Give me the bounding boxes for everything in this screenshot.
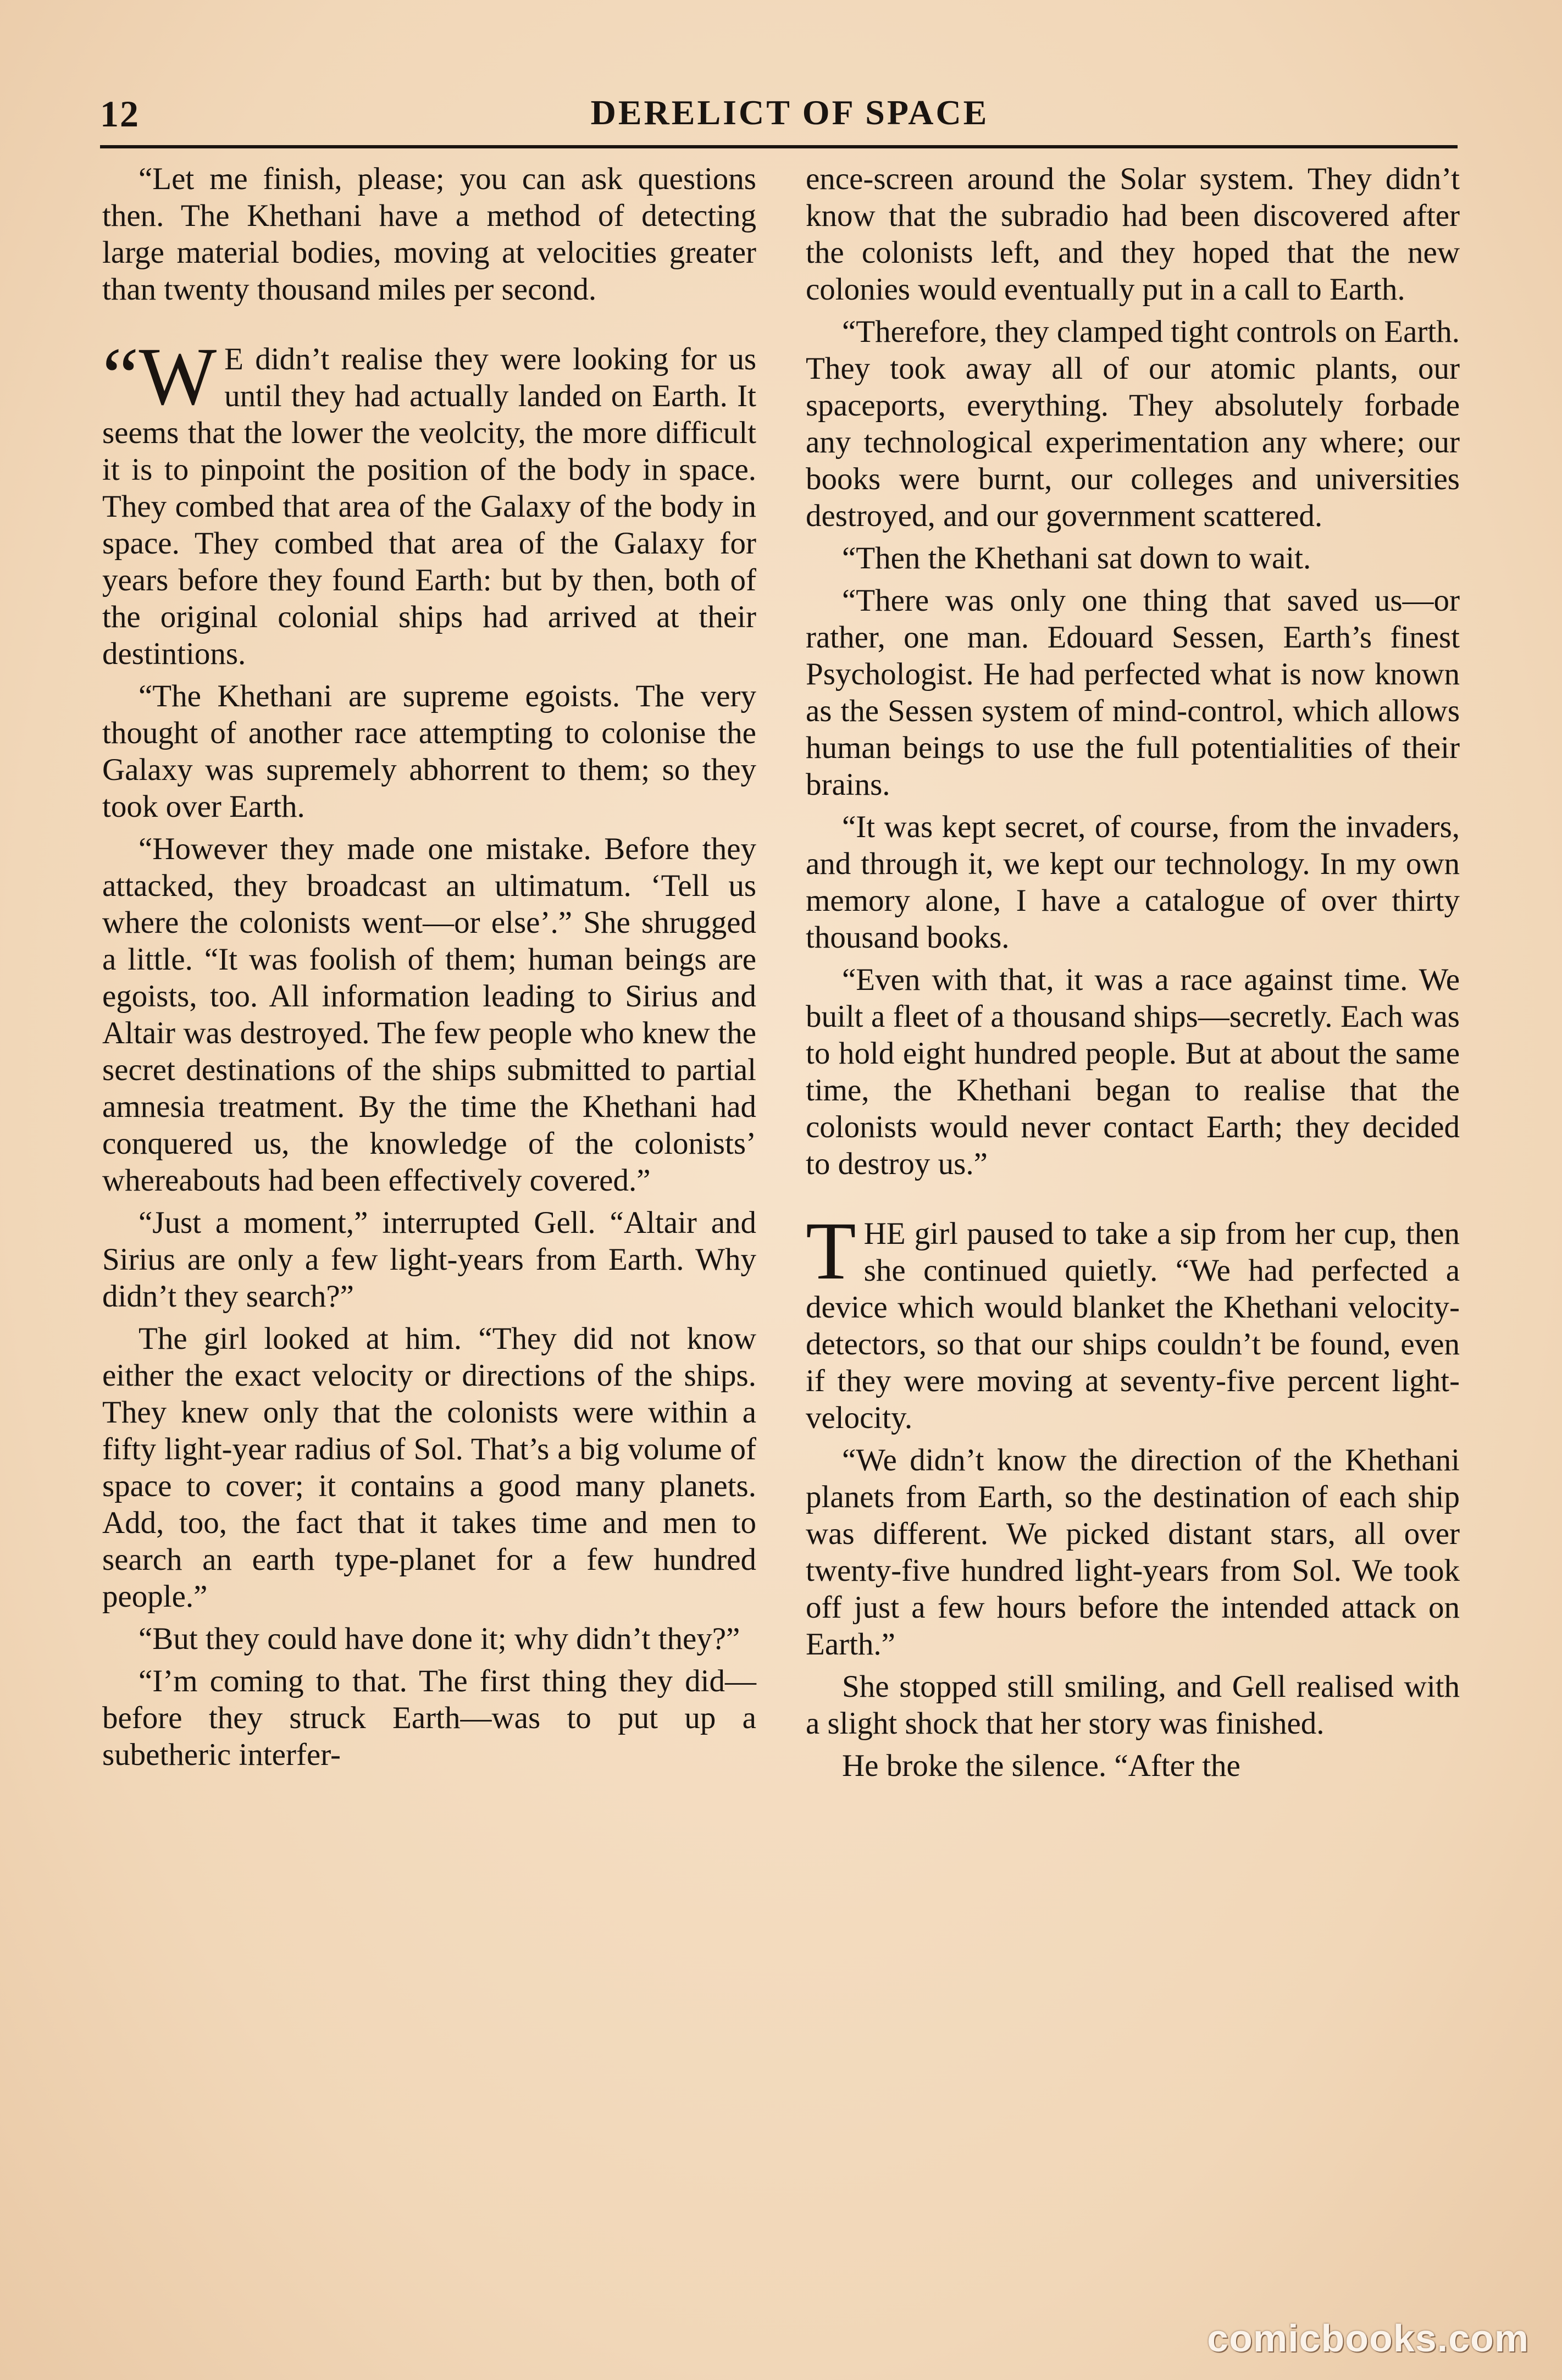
page-header xyxy=(100,92,1480,142)
paragraph: The girl looked at him. “They did not know either the exact velocity or directions of the ships. They knew only that the colonists were within a fifty light-year radius of Sol. That’s a big volume of space to cover; it contains a good many planets. Add, too, the fact that it takes time and men to search an earth type-planet for a few hundred people.” xyxy=(102,1321,756,1614)
paragraph: She stopped still smiling, and Gell realised with a slight shock that her story was finished. xyxy=(806,1669,1460,1741)
paragraph: “Let me finish, please; you can ask questions then. The Khethani have a method of detecting large material bodies, moving at velocities greater than twenty thousand miles per second. xyxy=(102,162,756,307)
paragraph: “However they made one mistake. Before they attacked, they broadcast an ultimatum. ‘Tell us where the colonists went—or else’.” She shrugged a little. “It was foolish of them; human beings are egoists, too. All information leading to Sirius and Altair was destroyed. The few people who knew the secret destinations of the ships submitted to partial amnesia treatment. By the time the Khethani had conquered us, the knowledge of the colonists’ whereabouts had been effectively covered.” xyxy=(102,832,756,1198)
left-column xyxy=(102,160,756,1779)
header-rule xyxy=(100,145,1458,148)
paragraph: He broke the silence. “After the xyxy=(842,1748,1240,1783)
paragraph: “Even with that, it was a race against time. We built a fleet of a thousand ships—secretly. Each was to hold eight hundred people. But at about the same time, the Khethani began to realise that the colonists would never contact Earth; they decided to destroy us.” xyxy=(806,962,1460,1181)
dropcap-paragraph xyxy=(806,1205,1460,1436)
page-number: 12 xyxy=(100,93,140,135)
running-head: DERELICT OF SPACE xyxy=(590,93,989,132)
paragraph: “The Khethani are supreme egoists. The very thought of another race attempting to colonise the Galaxy was supremely abhorrent to them; so they took over Earth. xyxy=(102,679,756,824)
paragraph: “Just a moment,” interrupted Gell. “Altair and Sirius are only a few light-years from Earth. Why didn’t they search?” xyxy=(102,1205,756,1314)
right-column xyxy=(806,160,1460,1790)
drop-cap: T xyxy=(806,1205,856,1297)
dropcap-paragraph xyxy=(102,331,756,672)
paragraph: “Then the Khethani sat down to wait. xyxy=(842,541,1311,575)
paragraph-text: HE girl paused to take a sip from her cup, then she continued quietly. “We had perfected a device which would blanket the Khethani velocity-detectors, so that our ships couldn’t be found, even if they were moving at seventy-five percent light-velocity. xyxy=(806,1216,1460,1435)
paragraph: ence-screen around the Solar system. They didn’t know that the subradio had been discovered after the colonists left, and they hoped that the new colonies would eventually put in a call to Earth. xyxy=(806,162,1460,307)
paragraph: “I’m coming to that. The first thing they did—before they struck Earth—was to put up a subetheric interfer- xyxy=(102,1664,756,1772)
watermark: comicbooks.com xyxy=(1207,2317,1529,2360)
paragraph: “It was kept secret, of course, from the invaders, and through it, we kept our technology. In my own memory alone, I have a catalogue of over thirty thousand books. xyxy=(806,810,1460,955)
paragraph: “Therefore, they clamped tight controls on Earth. They took away all of our atomic plants, our spaceports, everything. They absolutely forbade any technological experimentation any where; our books were burnt, our colleges and universities destroyed, and our government scattered. xyxy=(806,314,1460,533)
paragraph-text: E didn’t realise they were looking for us until they had actually landed on Earth. It seems that the lower the veolcity, the more difficult it is to pinpoint the position of the body in space. They combed that area of the Galaxy of the body in space. They combed that area of the Galaxy for years before they found Earth: but by then, both of the original colonial ships had arrived at their destintions. xyxy=(102,342,756,671)
paragraph: “There was only one thing that saved us—or rather, one man. Edouard Sessen, Earth’s finest Psychologist. He had perfected what is now known as the Sessen system of mind-control, which allows human beings to use the full potentialities of their brains. xyxy=(806,583,1460,802)
paragraph: “But they could have done it; why didn’t they?” xyxy=(139,1621,740,1656)
drop-cap: “W xyxy=(102,331,217,422)
paragraph: “We didn’t know the direction of the Khethani planets from Earth, so the destination of each ship was different. We picked distant stars, all over twenty-five hundred light-years from Sol. We took off just a few hours before the intended attack on Earth.” xyxy=(806,1443,1460,1662)
